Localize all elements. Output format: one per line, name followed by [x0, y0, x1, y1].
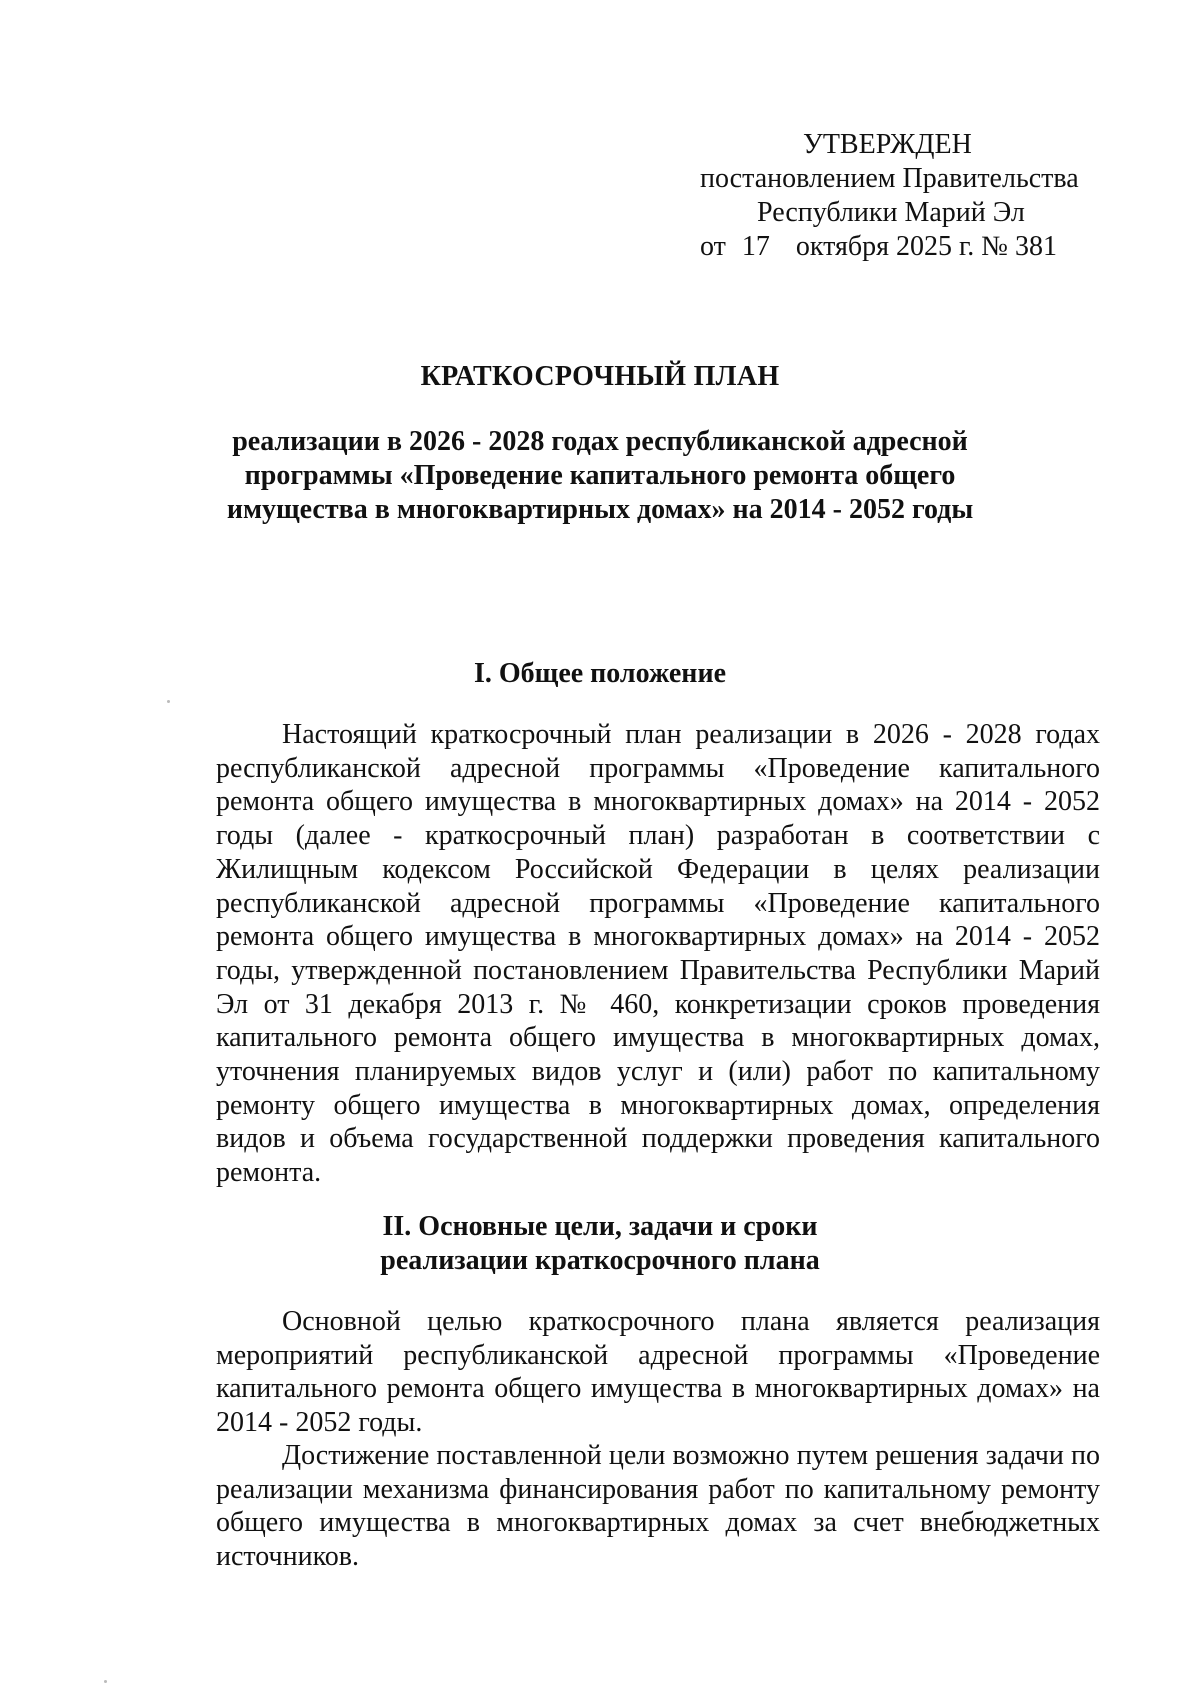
section-goals-paragraph-1: Основной целью краткосрочного плана является реализация мероприятий республиканской адресной программы «Проведение капитального ремонта общего имущества в многоквартирных домах» на 2014 - 2052 годы. — [216, 1306, 1100, 1439]
section-general-paragraph: Настоящий краткосрочный план реализации в 2026 - 2028 годах республиканской адресной программы «Проведение капитального ремонта общего имущества в многоквартирных домах» на 2014 - 2052 годы (далее - краткосрочный план) разработан в соответствии с Жилищным кодексом Российской Федерации в целях реализации республиканской адресной программы «Проведение капитального ремонта общего имущества в многоквартирных домах» на 2014 - 2052 годы, утвержденной постановлением Правительства Республики Марий Эл от 31 декабря 2013 г. № 460, конкретизации сроков проведения капитального ремонта общего имущества в многоквартирных домах, уточнения планируемых видов услуг и (или) работ по капитальному ремонту общего имущества в многоквартирных домах, определения видов и объема государственной поддержки проведения капитального ремонта. — [216, 719, 1100, 1189]
section-heading-goals — [0, 1210, 1200, 1278]
approval-date-rest: октября 2025 г. № 381 — [795, 231, 1058, 262]
approval-date-prefix: от — [700, 231, 726, 262]
document-title: КРАТКОСРОЧНЫЙ ПЛАН — [420, 361, 780, 392]
approval-title: УТВЕРЖДЕН — [803, 129, 972, 160]
document-subtitle: реализации в 2026 - 2028 годах республиканской адресной программы «Проведение капитального ремонта общего имущества в многоквартирных домах» на 2014 - 2052 годы — [226, 426, 974, 525]
scan-speck — [167, 700, 170, 703]
approval-region: Республики Марий Эл — [757, 197, 1025, 228]
section-heading-general: I. Общее положение — [474, 658, 726, 689]
approval-date-day: 17 — [741, 231, 770, 262]
scan-speck — [104, 1680, 107, 1683]
approval-date — [700, 230, 1057, 264]
approval-authority: постановлением Правительства — [700, 163, 1079, 194]
section-heading-goals-text: II. Основные цели, задачи и сроки реализации краткосрочного плана — [380, 1211, 820, 1276]
section-goals-paragraph-2: Достижение поставленной цели возможно путем решения задачи по реализации механизма финансирования работ по капитальному ремонту общего имущества в многоквартирных домах за счет внебюджетных источников. — [216, 1440, 1100, 1573]
